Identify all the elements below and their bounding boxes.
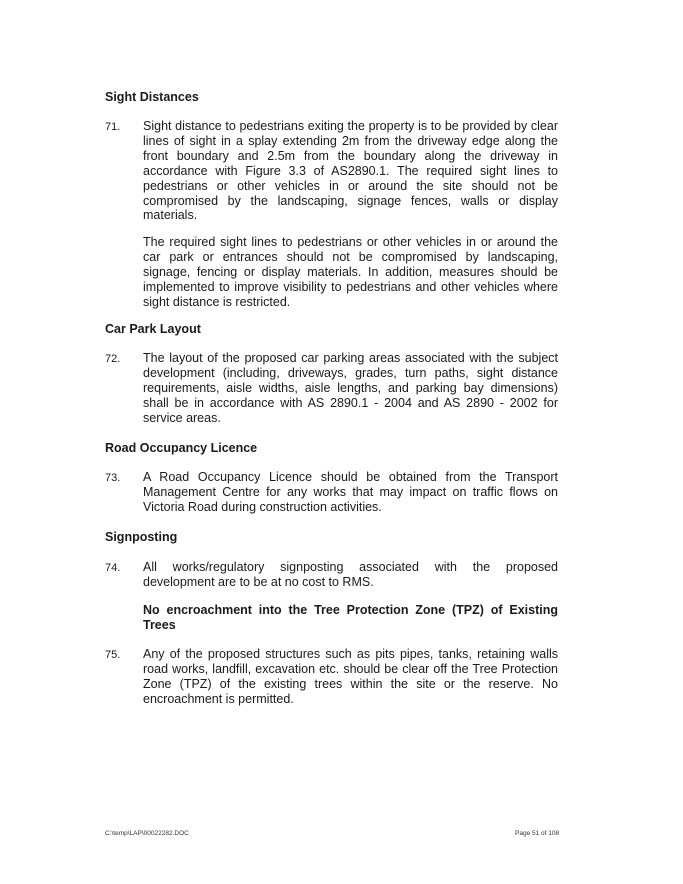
- paragraph-71-2: The required sight lines to pedestrians or other vehicles in or around the car park or entrances should not be compromised by landscaping, signage, fencing or display materials. In addition, measures should be implemented to improve visibility to pedestrians and other vehicles where sight distance is restricted.: [143, 235, 558, 309]
- section-heading-signposting: Signposting: [105, 530, 178, 544]
- item-number-72: 72.: [105, 353, 121, 365]
- footer-page-number: Page 51 of 108: [515, 830, 560, 837]
- item-number-75: 75.: [105, 649, 121, 661]
- item-number-71: 71.: [105, 121, 121, 133]
- section-heading-road-occupancy-licence: Road Occupancy Licence: [105, 441, 258, 455]
- section-heading-sight-distances: Sight Distances: [105, 90, 199, 104]
- item-number-74: 74.: [105, 562, 121, 574]
- paragraph-74: All works/regulatory signposting associated with the proposed development are to be at no cost to RMS.: [143, 560, 558, 589]
- section-heading-car-park-layout: Car Park Layout: [105, 322, 201, 336]
- paragraph-71-1: Sight distance to pedestrians exiting the property is to be provided by clear lines of sight in a splay extending 2m from the driveway edge along the front boundary and 2.5m from the boundary along the driveway in accordance with Figure 3.3 of AS2890.1. The required sight lines to pedestrians or other vehicles in or around the site should not be compromised by the landscaping, signage fences, walls or display materials.: [143, 119, 558, 223]
- item-number-73: 73.: [105, 472, 121, 484]
- subheading-tree-protection-zone: No encroachment into the Tree Protection Zone (TPZ) of Existing Trees: [143, 603, 558, 632]
- paragraph-72: The layout of the proposed car parking areas associated with the subject development (including, driveways, grades, turn paths, sight distance requirements, aisle widths, aisle lengths, and parking bay dimensions) shall be in accordance with AS 2890.1 - 2004 and AS 2890 - 2002 for service areas.: [143, 351, 558, 425]
- paragraph-73: A Road Occupancy Licence should be obtained from the Transport Management Centre for any works that may impact on traffic flows on Victoria Road during construction activities.: [143, 470, 558, 514]
- paragraph-75: Any of the proposed structures such as pits pipes, tanks, retaining walls road works, landfill, excavation etc. should be clear off the Tree Protection Zone (TPZ) of the existing trees within the site or the reserve. No encroachment is permitted.: [143, 647, 558, 706]
- footer-file-path: C:\temp\LAP\00022282.DOC: [105, 830, 189, 837]
